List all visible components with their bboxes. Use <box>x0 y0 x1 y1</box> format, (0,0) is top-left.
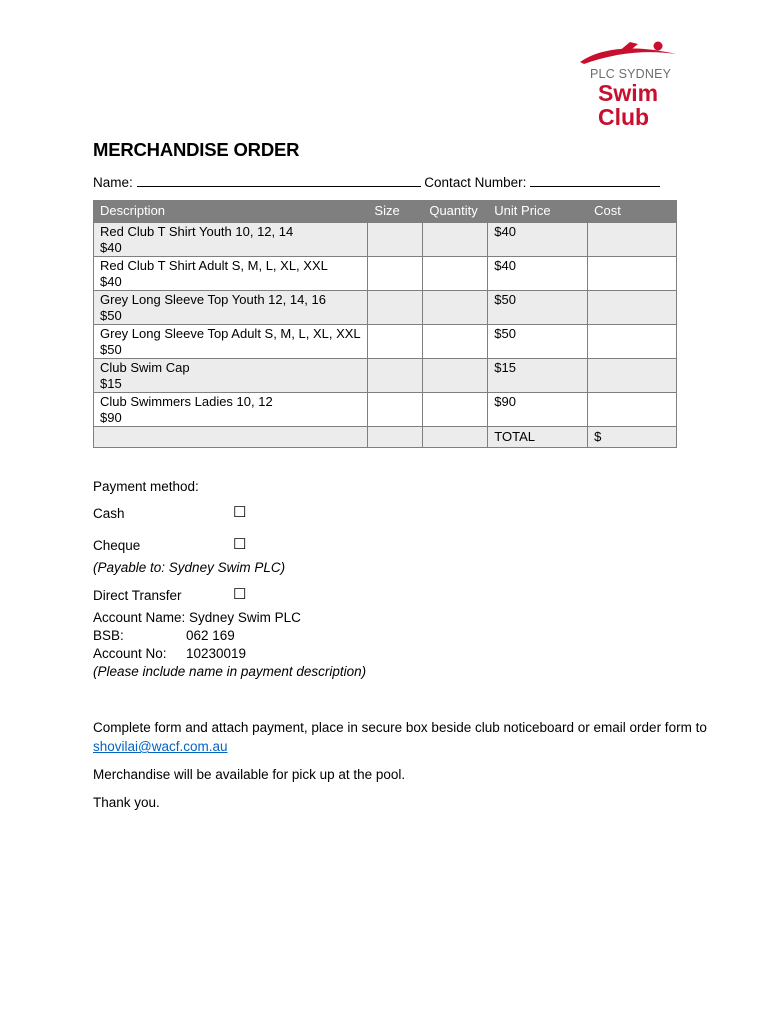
header-quantity: Quantity <box>423 201 488 223</box>
club-logo <box>578 40 688 132</box>
cheque-note: (Payable to: Sydney Swim PLC) <box>93 560 286 575</box>
unit-price: $50 <box>488 325 588 359</box>
size-cell[interactable] <box>368 325 423 359</box>
bsb-value: 062 169 <box>186 628 235 643</box>
account-name: Account Name: Sydney Swim PLC <box>93 610 301 625</box>
total-blank <box>368 427 423 448</box>
cost-cell[interactable] <box>588 257 677 291</box>
account-no-label: Account No: <box>93 646 167 661</box>
unit-price: $15 <box>488 359 588 393</box>
unit-price: $40 <box>488 223 588 257</box>
total-label: TOTAL <box>488 427 588 448</box>
name-field[interactable] <box>137 174 421 187</box>
thank-you: Thank you. <box>93 795 160 810</box>
cheque-checkbox[interactable]: ☐ <box>233 536 247 553</box>
unit-price: $90 <box>488 393 588 427</box>
cost-cell[interactable] <box>588 223 677 257</box>
table-row <box>94 291 677 325</box>
page-title: MERCHANDISE ORDER <box>93 139 300 160</box>
logo-line-swim: Swim <box>598 80 659 106</box>
account-no-value: 10230019 <box>186 646 247 661</box>
email-link[interactable]: shovilai@wacf.com.au <box>93 739 228 754</box>
item-description: Grey Long Sleeve Top Youth 12, 14, 16 $50 <box>94 291 368 325</box>
cash-checkbox[interactable]: ☐ <box>233 504 247 521</box>
cash-label: Cash <box>93 506 125 521</box>
item-description: Grey Long Sleeve Top Adult S, M, L, XL, XXL $50 <box>94 325 368 359</box>
quantity-cell[interactable] <box>423 223 488 257</box>
total-blank <box>423 427 488 448</box>
account-no-line <box>93 645 246 663</box>
item-description: Red Club T Shirt Youth 10, 12, 14 $40 <box>94 223 368 257</box>
size-cell[interactable] <box>368 223 423 257</box>
quantity-cell[interactable] <box>423 359 488 393</box>
size-cell[interactable] <box>368 291 423 325</box>
direct-transfer-checkbox[interactable]: ☐ <box>233 586 247 603</box>
cheque-label: Cheque <box>93 538 141 553</box>
header-description: Description <box>94 201 368 223</box>
direct-note: (Please include name in payment description) <box>93 664 367 679</box>
total-value[interactable]: $ <box>588 427 677 448</box>
order-table <box>93 200 677 448</box>
cost-cell[interactable] <box>588 359 677 393</box>
size-cell[interactable] <box>368 257 423 291</box>
payment-heading: Payment method: <box>93 479 199 494</box>
cost-cell[interactable] <box>588 393 677 427</box>
unit-price: $50 <box>488 291 588 325</box>
direct-transfer-label: Direct Transfer <box>93 588 182 603</box>
logo-line-club: Club <box>598 104 650 130</box>
name-label: Name: <box>93 175 133 190</box>
quantity-cell[interactable] <box>423 291 488 325</box>
header-unit-price: Unit Price <box>488 201 588 223</box>
size-cell[interactable] <box>368 359 423 393</box>
pickup-note: Merchandise will be available for pick up at the pool. <box>93 767 406 782</box>
quantity-cell[interactable] <box>423 325 488 359</box>
contact-number-field[interactable] <box>530 174 660 187</box>
table-header-row <box>94 201 677 223</box>
total-blank <box>94 427 368 448</box>
table-row <box>94 223 677 257</box>
size-cell[interactable] <box>368 393 423 427</box>
table-row <box>94 359 677 393</box>
unit-price: $40 <box>488 257 588 291</box>
table-row <box>94 257 677 291</box>
header-size: Size <box>368 201 423 223</box>
table-row <box>94 393 677 427</box>
swimmer-icon <box>578 40 678 68</box>
cost-cell[interactable] <box>588 291 677 325</box>
instructions: Complete form and attach payment, place in secure box beside club noticeboard or email order form to <box>93 720 707 735</box>
bsb-line <box>93 627 235 645</box>
item-description: Red Club T Shirt Adult S, M, L, XL, XXL $40 <box>94 257 368 291</box>
item-description: Club Swimmers Ladies 10, 12 $90 <box>94 393 368 427</box>
logo-org: PLC SYDNEY <box>590 67 672 81</box>
item-description: Club Swim Cap $15 <box>94 359 368 393</box>
bsb-label: BSB: <box>93 628 124 643</box>
contact-label: Contact Number: <box>424 175 527 190</box>
email-line <box>93 738 228 756</box>
contact-fields <box>93 174 660 190</box>
quantity-cell[interactable] <box>423 257 488 291</box>
quantity-cell[interactable] <box>423 393 488 427</box>
table-row <box>94 325 677 359</box>
header-cost: Cost <box>588 201 677 223</box>
total-row <box>94 427 677 448</box>
cost-cell[interactable] <box>588 325 677 359</box>
